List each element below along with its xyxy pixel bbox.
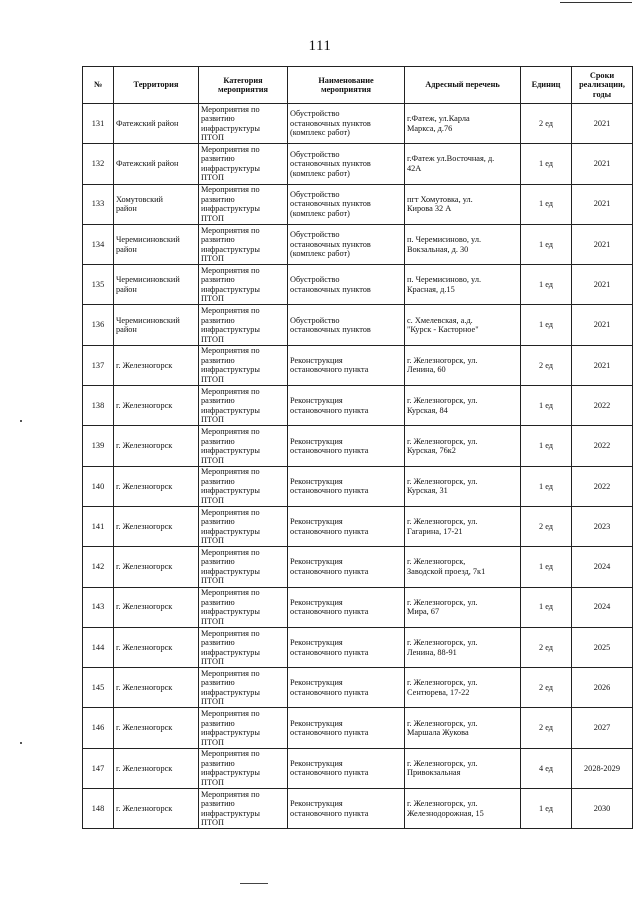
cell-units: 1 ед bbox=[521, 789, 572, 829]
cell-territory: г. Железногорск bbox=[114, 506, 199, 546]
cell-territory: г. Железногорск bbox=[114, 708, 199, 748]
cell-units: 1 ед bbox=[521, 587, 572, 627]
cell-term: 2021 bbox=[572, 144, 633, 184]
cell-name: Реконструкция остановочного пункта bbox=[288, 789, 405, 829]
table-row bbox=[83, 547, 633, 587]
cell-address: г. Железногорск, ул. Ленина, 88-91 bbox=[405, 627, 521, 667]
cell-term: 2023 bbox=[572, 506, 633, 546]
cell-name: Реконструкция остановочного пункта bbox=[288, 668, 405, 708]
cell-term: 2024 bbox=[572, 587, 633, 627]
header-address: Адресный перечень bbox=[405, 67, 521, 104]
cell-category: Мероприятия по развитию инфраструктуры ПТОП bbox=[199, 748, 288, 788]
table-row bbox=[83, 345, 633, 385]
table-row bbox=[83, 305, 633, 345]
cell-num: 144 bbox=[83, 627, 114, 667]
cell-num: 147 bbox=[83, 748, 114, 788]
cell-term: 2021 bbox=[572, 104, 633, 144]
cell-term: 2021 bbox=[572, 224, 633, 264]
cell-category: Мероприятия по развитию инфраструктуры ПТОП bbox=[199, 265, 288, 305]
cell-name: Реконструкция остановочного пункта bbox=[288, 748, 405, 788]
cell-units: 2 ед bbox=[521, 708, 572, 748]
cell-territory: г. Железногорск bbox=[114, 789, 199, 829]
cell-address: пгт Хомутовка, ул. Кирова 32 А bbox=[405, 184, 521, 224]
cell-num: 148 bbox=[83, 789, 114, 829]
header-num: № bbox=[83, 67, 114, 104]
cell-address: г. Железногорск, Заводской проезд, 7к1 bbox=[405, 547, 521, 587]
cell-name: Реконструкция остановочного пункта bbox=[288, 386, 405, 426]
cell-category: Мероприятия по развитию инфраструктуры ПТОП bbox=[199, 345, 288, 385]
cell-term: 2021 bbox=[572, 345, 633, 385]
cell-category: Мероприятия по развитию инфраструктуры ПТОП bbox=[199, 426, 288, 466]
cell-category: Мероприятия по развитию инфраструктуры ПТОП bbox=[199, 668, 288, 708]
cell-name: Обустройство остановочных пунктов bbox=[288, 265, 405, 305]
header-territory: Территория bbox=[114, 67, 199, 104]
cell-territory: Черемисиновский район bbox=[114, 305, 199, 345]
cell-name: Реконструкция остановочного пункта bbox=[288, 708, 405, 748]
page-number: 111 bbox=[308, 38, 332, 54]
cell-address: г. Железногорск, ул. Мира, 67 bbox=[405, 587, 521, 627]
cell-term: 2022 bbox=[572, 466, 633, 506]
table-row bbox=[83, 748, 633, 788]
cell-category: Мероприятия по развитию инфраструктуры ПТОП bbox=[199, 104, 288, 144]
cell-units: 1 ед bbox=[521, 466, 572, 506]
cell-term: 2022 bbox=[572, 386, 633, 426]
cell-num: 135 bbox=[83, 265, 114, 305]
cell-term: 2026 bbox=[572, 668, 633, 708]
cell-address: г. Железногорск, ул. Курская, 31 bbox=[405, 466, 521, 506]
cell-category: Мероприятия по развитию инфраструктуры ПТОП bbox=[199, 466, 288, 506]
cell-territory: г. Железногорск bbox=[114, 627, 199, 667]
cell-units: 1 ед bbox=[521, 224, 572, 264]
header-term: Сроки реализации, годы bbox=[572, 67, 633, 104]
cell-term: 2030 bbox=[572, 789, 633, 829]
table-row bbox=[83, 386, 633, 426]
cell-num: 141 bbox=[83, 506, 114, 546]
cell-territory: г. Железногорск bbox=[114, 748, 199, 788]
table-row bbox=[83, 708, 633, 748]
cell-name: Реконструкция остановочного пункта bbox=[288, 345, 405, 385]
header-units: Единиц bbox=[521, 67, 572, 104]
cell-territory: Хомутовский район bbox=[114, 184, 199, 224]
table-row bbox=[83, 224, 633, 264]
cell-name: Обустройство остановочных пунктов bbox=[288, 305, 405, 345]
cell-address: п. Черемисиново, ул. Вокзальная, д. 30 bbox=[405, 224, 521, 264]
cell-num: 133 bbox=[83, 184, 114, 224]
cell-units: 4 ед bbox=[521, 748, 572, 788]
cell-term: 2027 bbox=[572, 708, 633, 748]
cell-territory: г. Железногорск bbox=[114, 587, 199, 627]
cell-category: Мероприятия по развитию инфраструктуры ПТОП bbox=[199, 789, 288, 829]
cell-address: г. Железногорск, ул. Ленина, 60 bbox=[405, 345, 521, 385]
header-category: Категория мероприятия bbox=[199, 67, 288, 104]
cell-territory: Фатежский район bbox=[114, 144, 199, 184]
cell-name: Обустройство остановочных пунктов (комплекс работ) bbox=[288, 224, 405, 264]
cell-num: 146 bbox=[83, 708, 114, 748]
cell-units: 2 ед bbox=[521, 668, 572, 708]
cell-address: г. Железногорск, ул. Железнодорожная, 15 bbox=[405, 789, 521, 829]
cell-num: 131 bbox=[83, 104, 114, 144]
cell-units: 1 ед bbox=[521, 144, 572, 184]
cell-num: 132 bbox=[83, 144, 114, 184]
cell-territory: Фатежский район bbox=[114, 104, 199, 144]
cell-category: Мероприятия по развитию инфраструктуры ПТОП bbox=[199, 305, 288, 345]
cell-territory: г. Железногорск bbox=[114, 668, 199, 708]
cell-name: Реконструкция остановочного пункта bbox=[288, 426, 405, 466]
cell-territory: Черемисиновский район bbox=[114, 224, 199, 264]
table-row bbox=[83, 668, 633, 708]
scan-dash bbox=[240, 883, 268, 884]
cell-units: 2 ед bbox=[521, 345, 572, 385]
table-row bbox=[83, 789, 633, 829]
cell-territory: г. Железногорск bbox=[114, 426, 199, 466]
cell-num: 134 bbox=[83, 224, 114, 264]
cell-units: 1 ед bbox=[521, 386, 572, 426]
cell-term: 2021 bbox=[572, 265, 633, 305]
cell-address: г. Железногорск, ул. Курская, 84 bbox=[405, 386, 521, 426]
cell-address: г. Железногорск, ул. Курская, 76к2 bbox=[405, 426, 521, 466]
scan-speck bbox=[20, 742, 22, 744]
cell-name: Реконструкция остановочного пункта bbox=[288, 587, 405, 627]
cell-num: 137 bbox=[83, 345, 114, 385]
cell-name: Реконструкция остановочного пункта bbox=[288, 506, 405, 546]
cell-units: 2 ед bbox=[521, 627, 572, 667]
cell-address: г.Фатеж, ул.Карла Маркса, д.76 bbox=[405, 104, 521, 144]
cell-category: Мероприятия по развитию инфраструктуры ПТОП bbox=[199, 587, 288, 627]
cell-category: Мероприятия по развитию инфраструктуры ПТОП bbox=[199, 506, 288, 546]
cell-address: с. Хмелевская, а.д. "Курск - Касторное" bbox=[405, 305, 521, 345]
cell-units: 1 ед bbox=[521, 184, 572, 224]
cell-name: Реконструкция остановочного пункта bbox=[288, 547, 405, 587]
table-row bbox=[83, 144, 633, 184]
cell-name: Реконструкция остановочного пункта bbox=[288, 466, 405, 506]
cell-address: г. Железногорск, ул. Привокзальная bbox=[405, 748, 521, 788]
table-row bbox=[83, 104, 633, 144]
cell-category: Мероприятия по развитию инфраструктуры ПТОП bbox=[199, 184, 288, 224]
cell-term: 2025 bbox=[572, 627, 633, 667]
cell-territory: г. Железногорск bbox=[114, 466, 199, 506]
cell-category: Мероприятия по развитию инфраструктуры ПТОП bbox=[199, 386, 288, 426]
cell-address: г. Железногорск, ул. Маршала Жукова bbox=[405, 708, 521, 748]
cell-category: Мероприятия по развитию инфраструктуры ПТОП bbox=[199, 144, 288, 184]
cell-address: г.Фатеж ул.Восточная, д. 42А bbox=[405, 144, 521, 184]
cell-units: 1 ед bbox=[521, 305, 572, 345]
cell-territory: г. Железногорск bbox=[114, 345, 199, 385]
cell-name: Обустройство остановочных пунктов (комплекс работ) bbox=[288, 104, 405, 144]
table-row bbox=[83, 466, 633, 506]
cell-territory: г. Железногорск bbox=[114, 386, 199, 426]
table-row bbox=[83, 184, 633, 224]
scan-speck bbox=[20, 420, 22, 422]
cell-num: 140 bbox=[83, 466, 114, 506]
register-table bbox=[82, 66, 633, 829]
cell-num: 139 bbox=[83, 426, 114, 466]
cell-category: Мероприятия по развитию инфраструктуры ПТОП bbox=[199, 708, 288, 748]
cell-category: Мероприятия по развитию инфраструктуры ПТОП bbox=[199, 547, 288, 587]
cell-units: 1 ед bbox=[521, 265, 572, 305]
table-row bbox=[83, 587, 633, 627]
cell-num: 142 bbox=[83, 547, 114, 587]
cell-units: 1 ед bbox=[521, 426, 572, 466]
cell-units: 1 ед bbox=[521, 547, 572, 587]
cell-num: 145 bbox=[83, 668, 114, 708]
cell-name: Обустройство остановочных пунктов (комплекс работ) bbox=[288, 184, 405, 224]
cell-category: Мероприятия по развитию инфраструктуры ПТОП bbox=[199, 627, 288, 667]
cell-address: г. Железногорск, ул. Сентюрева, 17-22 bbox=[405, 668, 521, 708]
cell-term: 2028-2029 bbox=[572, 748, 633, 788]
table-row bbox=[83, 627, 633, 667]
cell-num: 136 bbox=[83, 305, 114, 345]
table-row bbox=[83, 426, 633, 466]
cell-num: 138 bbox=[83, 386, 114, 426]
cell-units: 2 ед bbox=[521, 506, 572, 546]
cell-name: Обустройство остановочных пунктов (комплекс работ) bbox=[288, 144, 405, 184]
cell-term: 2024 bbox=[572, 547, 633, 587]
table-body bbox=[83, 104, 633, 829]
cell-term: 2021 bbox=[572, 305, 633, 345]
table-row bbox=[83, 506, 633, 546]
cell-term: 2022 bbox=[572, 426, 633, 466]
cell-name: Реконструкция остановочного пункта bbox=[288, 627, 405, 667]
cell-term: 2021 bbox=[572, 184, 633, 224]
cell-territory: г. Железногорск bbox=[114, 547, 199, 587]
cell-territory: Черемисиновский район bbox=[114, 265, 199, 305]
scan-edge-line bbox=[560, 2, 632, 3]
cell-address: г. Железногорск, ул. Гагарина, 17-21 bbox=[405, 506, 521, 546]
table-row bbox=[83, 265, 633, 305]
cell-units: 2 ед bbox=[521, 104, 572, 144]
cell-address: п. Черемисиново, ул. Красная, д.15 bbox=[405, 265, 521, 305]
cell-num: 143 bbox=[83, 587, 114, 627]
header-name: Наименование мероприятия bbox=[288, 67, 405, 104]
table-header-row bbox=[83, 67, 633, 104]
cell-category: Мероприятия по развитию инфраструктуры ПТОП bbox=[199, 224, 288, 264]
